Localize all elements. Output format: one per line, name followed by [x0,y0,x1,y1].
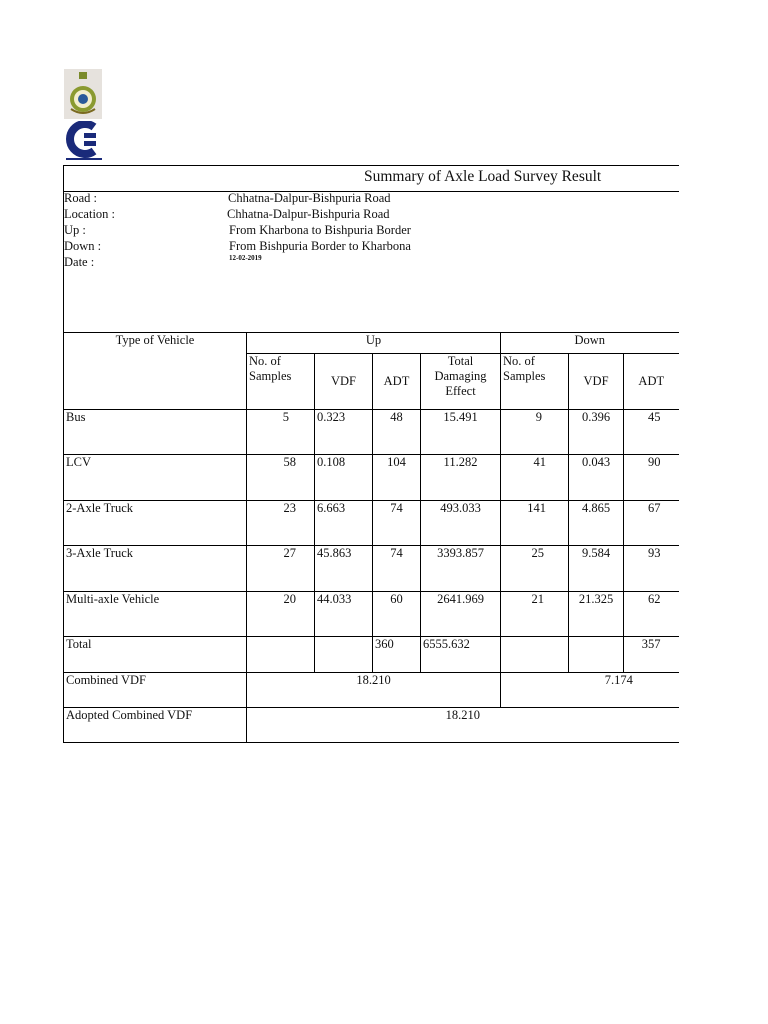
vehicle-type-cell: Multi-axle Vehicle [64,592,247,637]
up-tde-header: Total Damaging Effect [421,354,501,410]
up-vdf-cell: 6.663 [315,501,373,546]
government-emblem-logo [64,69,102,119]
total-row [64,637,679,673]
vehicle-type-cell: Bus [64,410,247,455]
vehicle-type-cell: LCV [64,455,247,501]
vehicle-type-cell: 3-Axle Truck [64,546,247,592]
up-adt-cell: 48 [373,410,421,455]
empty-cell [501,637,569,673]
up-samples-cell: 58 [247,455,315,501]
up-tde-cell: 11.282 [421,455,501,501]
up-adt-cell: 104 [373,455,421,501]
up-vdf-header: VDF [315,354,373,410]
survey-info [63,190,679,332]
empty-cell [569,637,624,673]
down-header: Down [501,333,679,354]
up-header: Up [247,333,501,354]
info-value: From Kharbona to Bishpuria Border [229,223,411,237]
up-vdf-cell: 45.863 [315,546,373,592]
combined-vdf-label: Combined VDF [64,673,247,708]
table-row [64,546,679,592]
info-label: Down : [64,239,102,253]
up-samples-cell: 5 [247,410,315,455]
down-samples-cell: 25 [501,546,569,592]
info-value: Chhatna-Dalpur-Bishpuria Road [227,207,390,221]
adopted-vdf-value: 18.210 [247,708,679,743]
info-value: 12-02-2019 [229,254,262,262]
down-adt-cell: 67 [624,501,679,546]
info-value: Chhatna-Dalpur-Bishpuria Road [228,191,391,205]
down-adt-cell: 90 [624,455,679,501]
down-vdf-cell: 9.584 [569,546,624,592]
up-vdf-cell: 0.108 [315,455,373,501]
info-label: Date : [64,255,95,269]
adopted-vdf-row [64,708,679,743]
table-row [64,455,679,501]
down-vdf-cell: 0.396 [569,410,624,455]
table-row [64,592,679,637]
consultant-logo [64,121,104,161]
up-tde-cell: 3393.857 [421,546,501,592]
down-vdf-cell: 21.325 [569,592,624,637]
up-adt-cell: 74 [373,501,421,546]
up-tde-cell: 493.033 [421,501,501,546]
vehicle-type-cell: 2-Axle Truck [64,501,247,546]
empty-cell [315,637,373,673]
down-adt-cell: 62 [624,592,679,637]
total-down-adt: 357 [624,637,679,673]
down-vdf-cell: 0.043 [569,455,624,501]
down-samples-cell: 9 [501,410,569,455]
down-samples-cell: 21 [501,592,569,637]
up-samples-header: No. of Samples [247,354,315,410]
total-label: Total [64,637,247,673]
page-title: Summary of Axle Load Survey Result [364,168,602,185]
empty-cell [247,637,315,673]
down-adt-cell: 45 [624,410,679,455]
up-vdf-cell: 0.323 [315,410,373,455]
up-vdf-cell: 44.033 [315,592,373,637]
down-vdf-header: VDF [569,354,624,410]
up-samples-cell: 27 [247,546,315,592]
up-adt-cell: 74 [373,546,421,592]
combined-vdf-row [64,673,679,708]
info-label: Up : [64,223,86,237]
up-adt-cell: 60 [373,592,421,637]
header-row [64,333,679,354]
axle-load-summary-table [63,332,679,743]
type-of-vehicle-header: Type of Vehicle [64,333,247,410]
combined-vdf-down: 7.174 [501,673,679,708]
total-up-adt: 360 [373,637,421,673]
info-label: Location : [64,207,116,221]
down-samples-header: No. of Samples [501,354,569,410]
up-adt-header: ADT [373,354,421,410]
up-tde-cell: 15.491 [421,410,501,455]
table-row [64,410,679,455]
table-row [64,501,679,546]
down-samples-cell: 41 [501,455,569,501]
up-samples-cell: 20 [247,592,315,637]
down-vdf-cell: 4.865 [569,501,624,546]
adopted-vdf-label: Adopted Combined VDF [64,708,247,743]
up-tde-cell: 2641.969 [421,592,501,637]
info-value: From Bishpuria Border to Kharbona [229,239,411,253]
up-samples-cell: 23 [247,501,315,546]
down-adt-cell: 93 [624,546,679,592]
info-label: Road : [64,191,97,205]
combined-vdf-up: 18.210 [247,673,501,708]
total-up-tde: 6555.632 [421,637,501,673]
down-adt-header: ADT [624,354,679,410]
down-samples-cell: 141 [501,501,569,546]
title-row [63,165,679,192]
